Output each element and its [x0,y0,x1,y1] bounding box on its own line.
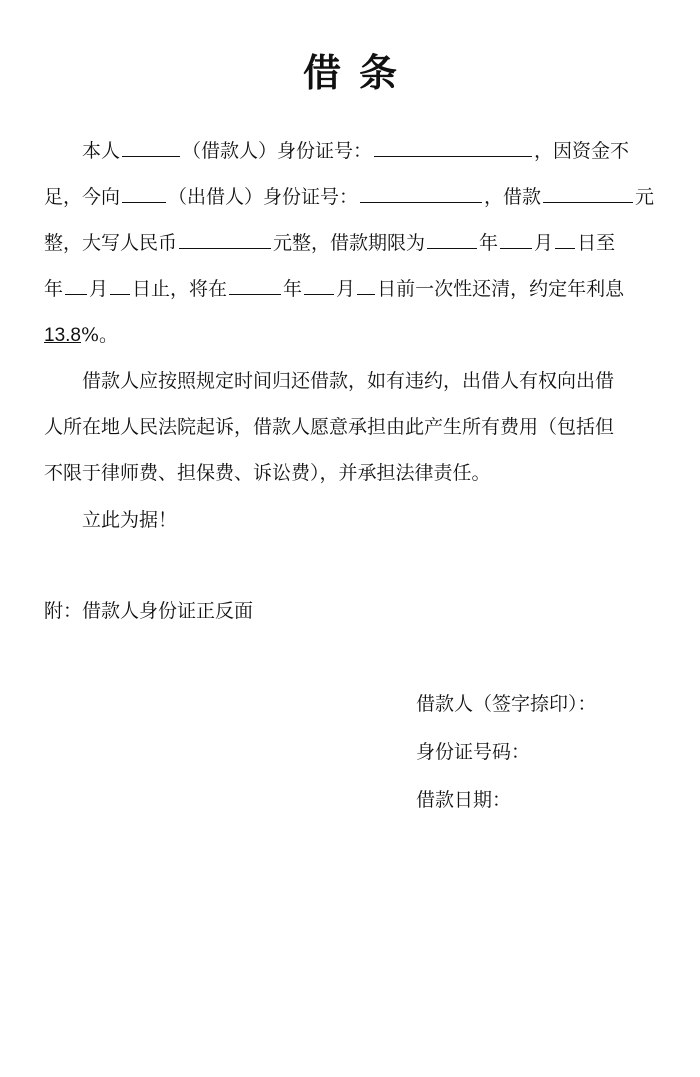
repay-year-blank [229,276,281,295]
para2-line2: 人所在地人民法院起诉，借款人愿意承担由此产生所有费用（包括但 [44,416,615,438]
document-title: 借条 [302,51,415,95]
para1-line4: 年 月 日止，将在 年 月 日前一次性还清，约定年利息 [44,278,625,300]
start-year-blank [427,230,477,249]
end-day-blank [110,276,130,295]
repay-month-blank [304,276,334,295]
interest-rate: 13.8 [44,325,81,346]
para1-line1: 本人 （借款人）身份证号： ，因资金不 [82,140,630,162]
id-number-label: 身份证号码： [416,741,531,763]
end-month-blank [65,276,87,295]
para1-line5: 13.8%。 [44,324,119,346]
borrower-id-blank [374,138,532,157]
loan-date-label: 借款日期： [416,789,512,811]
amount-blank [543,184,633,203]
amount-capital-blank [179,230,271,249]
start-day-blank [555,230,575,249]
para1-line2: 足，今向 （出借人）身份证号： ，借款 元 [44,186,655,208]
start-month-blank [500,230,532,249]
closing-statement: 立此为据！ [82,509,178,531]
borrower-name-blank [122,138,180,157]
lender-id-blank [360,184,482,203]
borrower-signature-label: 借款人（签字捺印）： [416,693,597,715]
para1-line3: 整，大写人民币 元整，借款期限为 年 月 日至 [44,232,616,254]
attachment-note: 附：借款人身份证正反面 [44,600,254,622]
para2-line3: 不限于律师费、担保费、诉讼费），并承担法律责任。 [44,462,491,484]
para2-line1: 借款人应按照规定时间归还借款，如有违约，出借人有权向出借 [82,370,615,392]
lender-name-blank [122,184,166,203]
repay-day-blank [357,276,375,295]
